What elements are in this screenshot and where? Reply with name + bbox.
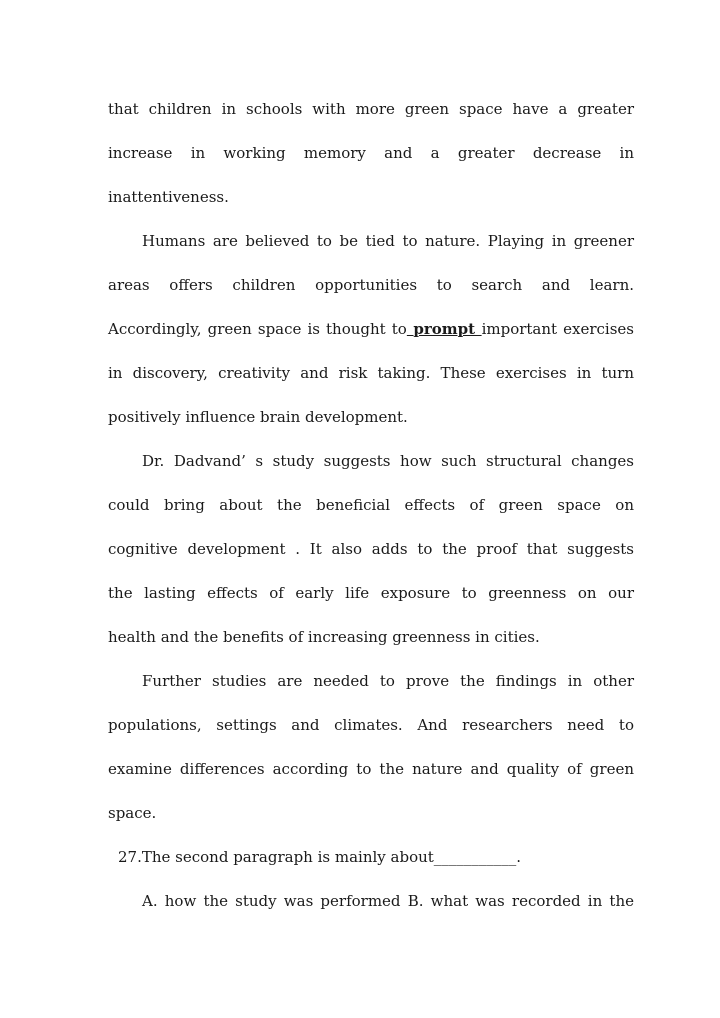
question-27-stem: 27.The second paragraph is mainly about___________. <box>118 848 522 866</box>
passage-line-2: increase in working memory and a greater decrease in <box>108 144 634 162</box>
passage-line-10: could bring about the beneficial effects of green space on <box>108 496 634 514</box>
passage-line-3: inattentiveness. <box>108 188 229 206</box>
paragraph-3-first-line: Dr. Dadvand’ s study suggests how such structural changes <box>142 452 634 470</box>
passage-line-11: cognitive development . It also adds to the proof that suggests <box>108 540 634 558</box>
emphasized-word-prompt: prompt <box>406 320 482 338</box>
paragraph-4-first-line: Further studies are needed to prove the findings in other <box>142 672 634 690</box>
passage-line-5: areas offers children opportunities to search and learn. <box>108 276 634 294</box>
passage-line-13: health and the benefits of increasing greenness in cities. <box>108 628 540 646</box>
passage-line-15: populations, settings and climates. And researchers need to <box>108 716 634 734</box>
line-6-prefix: Accordingly, green space is thought to <box>108 320 407 338</box>
line-6-suffix: important exercises <box>481 320 634 338</box>
passage-line-8: positively influence brain development. <box>108 408 408 426</box>
paragraph-2-first-line: Humans are believed to be tied to nature. Playing in greener <box>142 232 634 250</box>
passage-line-7: in discovery, creativity and risk taking. These exercises in turn <box>108 364 634 382</box>
passage-line-12: the lasting effects of early life exposure to greenness on our <box>108 584 634 602</box>
question-27-options: A. how the study was performed B. what was recorded in the <box>142 892 634 910</box>
passage-line-16: examine differences according to the nature and quality of green <box>108 760 634 778</box>
passage-line-17: space. <box>108 804 157 822</box>
passage-line-6 <box>108 319 634 339</box>
passage-line-1: that children in schools with more green space have a greater <box>108 100 634 118</box>
